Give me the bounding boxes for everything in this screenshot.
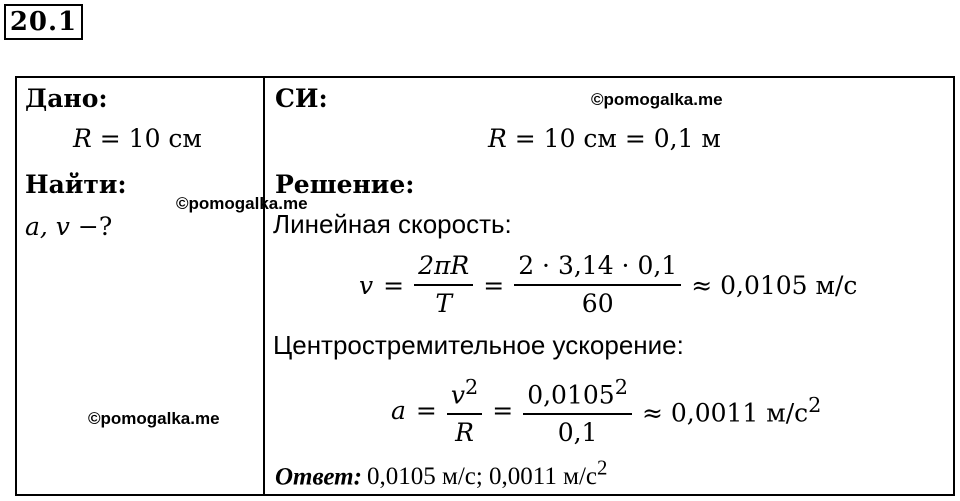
si-conversion <box>488 124 721 153</box>
centripetal-frac2-numerator <box>523 369 632 415</box>
linear-frac1-denominator: T <box>435 289 452 318</box>
watermark-bottom-left: ©pomogalka.me <box>88 409 220 428</box>
linear-result: ≈ 0,0105 м/с <box>691 270 858 300</box>
centripetal-speed-value: 0,0105 <box>527 380 615 410</box>
centripetal-eq2: = <box>492 395 514 425</box>
answer-label: Ответ: <box>275 463 362 491</box>
centripetal-title: Центростремительное ускорение: <box>273 330 684 360</box>
solution-table <box>15 76 955 496</box>
linear-speed-formula <box>359 248 857 322</box>
si-radius-symbol: R <box>488 124 507 153</box>
answer-line <box>275 456 607 491</box>
problem-number: 20.1 <box>4 4 83 40</box>
centripetal-formula <box>391 369 821 451</box>
answer-exponent: 2 <box>597 456 608 480</box>
si-heading: СИ: <box>275 84 328 113</box>
radius-value: = 10 см <box>99 124 202 153</box>
given-heading: Дано: <box>25 84 108 113</box>
answer-value <box>367 456 608 491</box>
radius-symbol: R <box>73 124 92 153</box>
answer-text: 0,0105 м/с; 0,0011 м/с <box>367 463 597 491</box>
given-radius <box>73 124 202 153</box>
linear-frac2-numerator: 2 · 3,14 · 0,1 <box>514 248 681 286</box>
linear-frac2-denominator: 60 <box>581 289 614 318</box>
linear-fraction-numeric <box>514 248 681 322</box>
find-heading: Найти: <box>25 170 127 199</box>
centripetal-lhs: a <box>391 395 406 425</box>
linear-speed-title: Линейная скорость: <box>273 209 512 239</box>
solution-heading: Решение: <box>275 170 415 199</box>
centripetal-fraction-numeric <box>523 369 632 451</box>
si-radius-value: = 10 см = 0,1 м <box>514 124 721 153</box>
watermark-top-right: ©pomogalka.me <box>591 90 723 109</box>
linear-eq1: = <box>383 270 405 300</box>
find-vars: a, v <box>25 212 70 241</box>
linear-frac1-numerator: 2πR <box>414 248 473 286</box>
centripetal-v-symbol: v <box>450 380 465 410</box>
centripetal-speed-exponent: 2 <box>614 375 628 399</box>
linear-fraction-symbolic <box>414 248 473 322</box>
centripetal-result <box>642 393 821 427</box>
watermark-middle-left: ©pomogalka.me <box>176 194 308 213</box>
centripetal-result-value: ≈ 0,0011 м/с <box>641 398 809 428</box>
centripetal-frac1-denominator: R <box>455 418 474 448</box>
linear-eq2: = <box>483 270 505 300</box>
centripetal-v-exponent: 2 <box>464 375 479 399</box>
centripetal-result-exponent: 2 <box>808 393 822 417</box>
column-divider <box>263 78 265 494</box>
centripetal-eq1: = <box>415 395 437 425</box>
find-unknowns <box>25 212 112 241</box>
centripetal-frac1-numerator <box>447 369 482 415</box>
find-question: −? <box>77 212 113 241</box>
centripetal-frac2-denominator: 0,1 <box>557 418 598 448</box>
centripetal-fraction-symbolic <box>447 369 482 451</box>
linear-lhs: v <box>359 270 374 300</box>
